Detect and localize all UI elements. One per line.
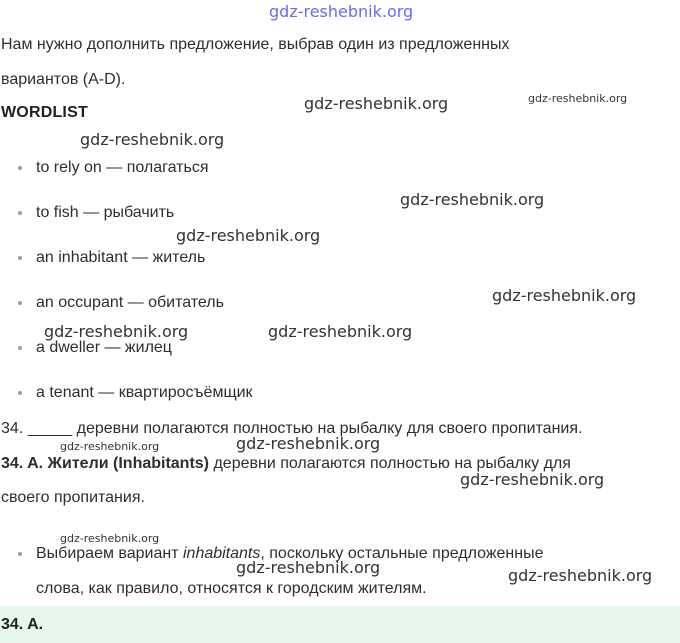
bullet-icon: [18, 166, 22, 170]
wordlist-item: a dweller — жилец: [36, 339, 172, 356]
wordlist-heading: WORDLIST: [1, 104, 88, 121]
bullet-icon: [18, 211, 22, 215]
final-answer: 34. A.: [1, 616, 44, 633]
wordlist-item: an occupant — обитатель: [36, 294, 224, 311]
watermark: gdz-reshebnik.org: [508, 566, 653, 585]
wordlist-item: to rely on — полагаться: [36, 159, 209, 176]
bullet-icon: [18, 256, 22, 260]
explanation-part-1: Выбираем вариант: [36, 545, 183, 562]
watermark: gdz-reshebnik.org: [492, 286, 637, 305]
answer-rest: деревни полагаются полностью на рыбалку для: [209, 455, 571, 472]
wordlist-item: an inhabitant — житель: [36, 249, 206, 266]
watermark: gdz-reshebnik.org: [460, 470, 605, 489]
bullet-icon: [18, 301, 22, 305]
watermark: gdz-reshebnik.org: [304, 94, 449, 113]
watermark: gdz-reshebnik.org: [44, 322, 189, 341]
watermark: gdz-reshebnik.org: [400, 190, 545, 209]
watermark: gdz-reshebnik.org: [80, 130, 225, 149]
bullet-icon: [18, 391, 22, 395]
watermark: gdz-reshebnik.org: [268, 322, 413, 341]
intro-line-1: Нам нужно дополнить предложение, выбрав один из предложенных: [1, 36, 510, 53]
bullet-icon: [18, 552, 22, 556]
watermark-small: gdz-reshebnik.org: [528, 92, 628, 105]
watermark: gdz-reshebnik.org: [236, 558, 381, 577]
intro-line-2: вариантов (A-D).: [1, 71, 126, 88]
explanation-line-2: слова, как правило, относятся к городским жителям.: [36, 580, 427, 597]
answer-line-2: своего пропитания.: [1, 489, 145, 506]
bullet-icon: [18, 346, 22, 350]
wordlist-item: a tenant — квартиросъёмщик: [36, 384, 253, 401]
watermark: gdz-reshebnik.org: [176, 226, 321, 245]
question-text: 34. _____ деревни полагаются полностью на рыбалку для своего пропитания.: [1, 420, 583, 437]
watermark-small: gdz-reshebnik.org: [60, 532, 160, 545]
explanation-emphasis: inhabitants: [182, 545, 261, 562]
watermark-small: gdz-reshebnik.org: [60, 440, 160, 453]
watermark-top: gdz-reshebnik.org: [269, 2, 414, 21]
final-answer-bar: [0, 606, 680, 643]
explanation-part-2: , поскольку остальные предложенные: [260, 545, 544, 562]
watermark: gdz-reshebnik.org: [236, 434, 381, 453]
answer-prefix: 34. A. Жители (Inhabitants): [1, 455, 210, 472]
wordlist-item: to fish — рыбачить: [36, 204, 175, 221]
